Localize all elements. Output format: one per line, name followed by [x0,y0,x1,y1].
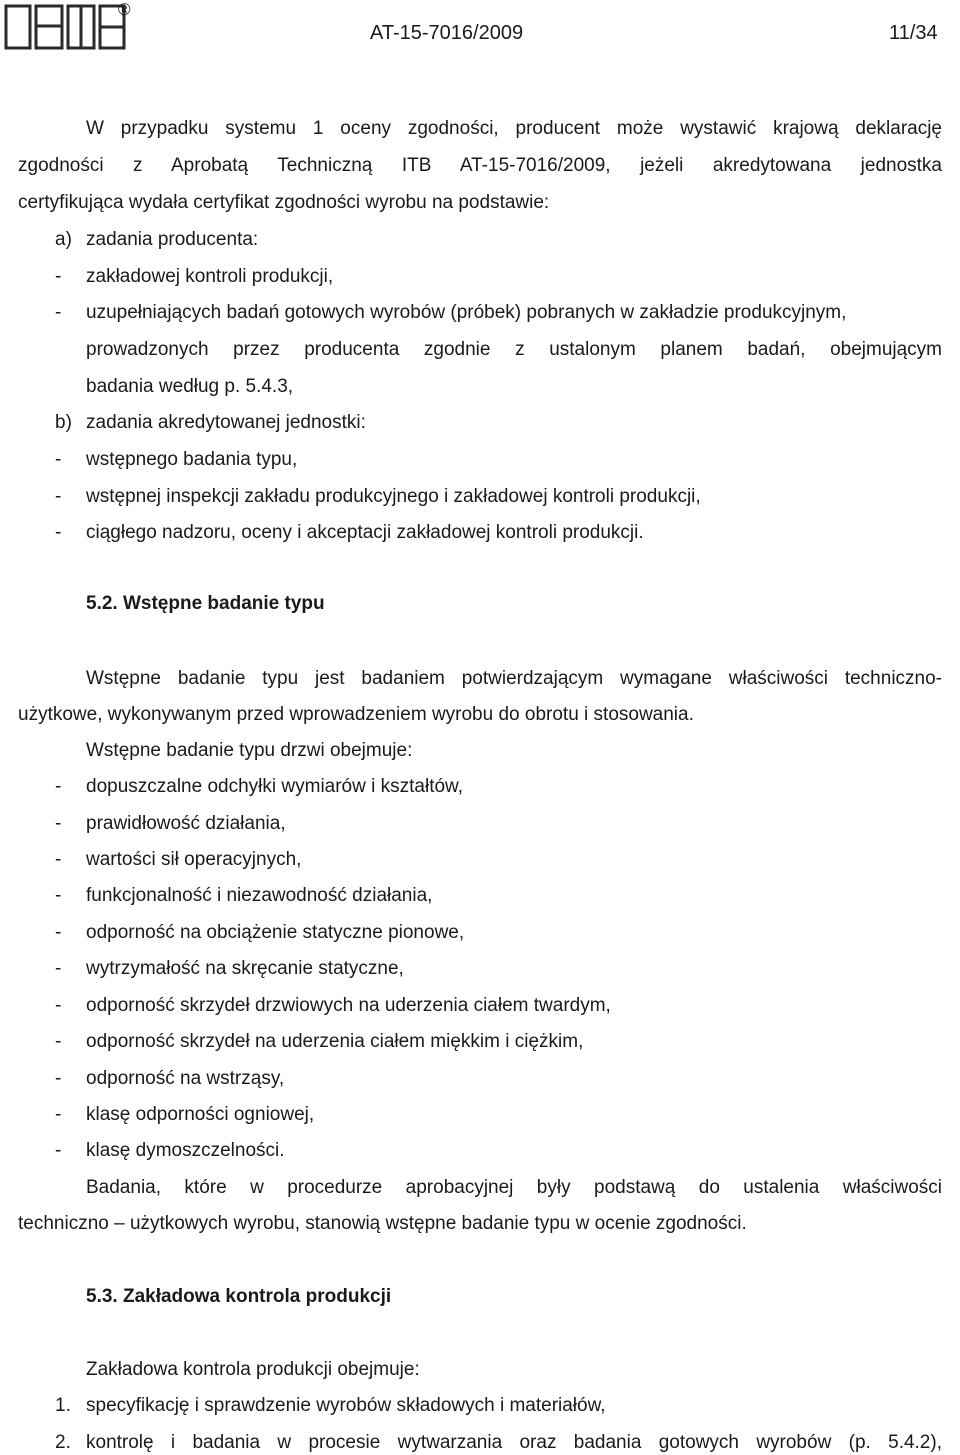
dash-marker: - [55,813,62,834]
list-item-continuation: badania według p. 5.4.3, [86,376,294,397]
paragraph-intro: Zakładowa kontrola produkcji obejmuje: [86,1359,420,1380]
list-item: odporność na wstrząsy, [86,1068,285,1089]
list-item: ciągłego nadzoru, oceny i akceptacji zakładowej kontroli produkcji. [86,522,644,543]
page-number: 11/34 [889,22,938,44]
intro-line-1: W przypadku systemu 1 oceny zgodności, producent może wystawić krajową deklarację [86,118,942,139]
dash-marker: - [55,922,62,943]
list-item: klasę odporności ogniowej, [86,1104,315,1125]
list-item: klasę dymoszczelności. [86,1140,285,1161]
list-label-a: zadania producenta: [86,229,259,250]
list-number: 2. [55,1432,71,1453]
dash-marker: - [55,1031,62,1052]
intro-line-3: certyfikująca wydała certyfikat zgodności wyrobu na podstawie: [18,192,550,213]
dash-marker: - [55,486,62,507]
list-item: funkcjonalność i niezawodność działania, [86,885,433,906]
list-item: kontrolę i badania w procesie wytwarzania oraz badania gotowych wyrobów (p. 5.4.2), [86,1432,942,1453]
list-item: wstępnego badania typu, [86,449,298,470]
dash-marker: - [55,1104,62,1125]
list-item: odporność na obciążenie statyczne pionowe, [86,922,465,943]
dash-marker: - [55,958,62,979]
closing-line-1: Badania, które w procedurze aprobacyjnej były podstawą do ustalenia właściwości [86,1177,942,1198]
list-marker-a: a) [55,229,72,250]
dash-marker: - [55,266,62,287]
list-item: uzupełniających badań gotowych wyrobów (próbek) pobranych w zakładzie produkcyjnym, [86,302,847,323]
list-item-continuation: prowadzonych przez producenta zgodnie z ustalonym planem badań, obejmującym [86,339,942,360]
registered-mark: ® [118,0,131,19]
dash-marker: - [55,885,62,906]
dash-marker: - [55,1068,62,1089]
list-item: zakładowej kontroli produkcji, [86,266,334,287]
list-item: specyfikację i sprawdzenie wyrobów składowych i materiałów, [86,1395,606,1416]
dash-marker: - [55,995,62,1016]
list-item: odporność skrzydeł drzwiowych na uderzenia ciałem twardym, [86,995,611,1016]
section-heading-5-3: 5.3. Zakładowa kontrola produkcji [86,1286,392,1307]
paragraph-line-1: Wstępne badanie typu jest badaniem potwierdzającym wymagane właściwości techniczno- [86,668,942,689]
paragraph-line-2: użytkowe, wykonywanym przed wprowadzeniem wyrobu do obrotu i stosowania. [18,704,694,725]
list-item: prawidłowość działania, [86,813,286,834]
list-marker-b: b) [55,412,72,433]
dash-marker: - [55,1140,62,1161]
section-heading-5-2: 5.2. Wstępne badanie typu [86,593,325,614]
intro-line-2: zgodności z Aprobatą Techniczną ITB AT-15-7016/2009, jeżeli akredytowana jednostka [18,155,942,176]
list-item: wartości sił operacyjnych, [86,849,302,870]
list-number: 1. [55,1395,71,1416]
list-label-b: zadania akredytowanej jednostki: [86,412,366,433]
paragraph-intro: Wstępne badanie typu drzwi obejmuje: [86,740,413,761]
dash-marker: - [55,776,62,797]
dash-marker: - [55,449,62,470]
list-item: wytrzymałość na skręcanie statyczne, [86,958,404,979]
closing-line-2: techniczno – użytkowych wyrobu, stanowią wstępne badanie typu w ocenie zgodności. [18,1213,747,1234]
document-id: AT-15-7016/2009 [370,22,524,44]
dash-marker: - [55,522,62,543]
list-item: odporność skrzydeł na uderzenia ciałem miękkim i ciężkim, [86,1031,584,1052]
list-item: dopuszczalne odchyłki wymiarów i kształtów, [86,776,463,797]
dash-marker: - [55,302,62,323]
dash-marker: - [55,849,62,870]
list-item: wstępnej inspekcji zakładu produkcyjnego i zakładowej kontroli produkcji, [86,486,701,507]
